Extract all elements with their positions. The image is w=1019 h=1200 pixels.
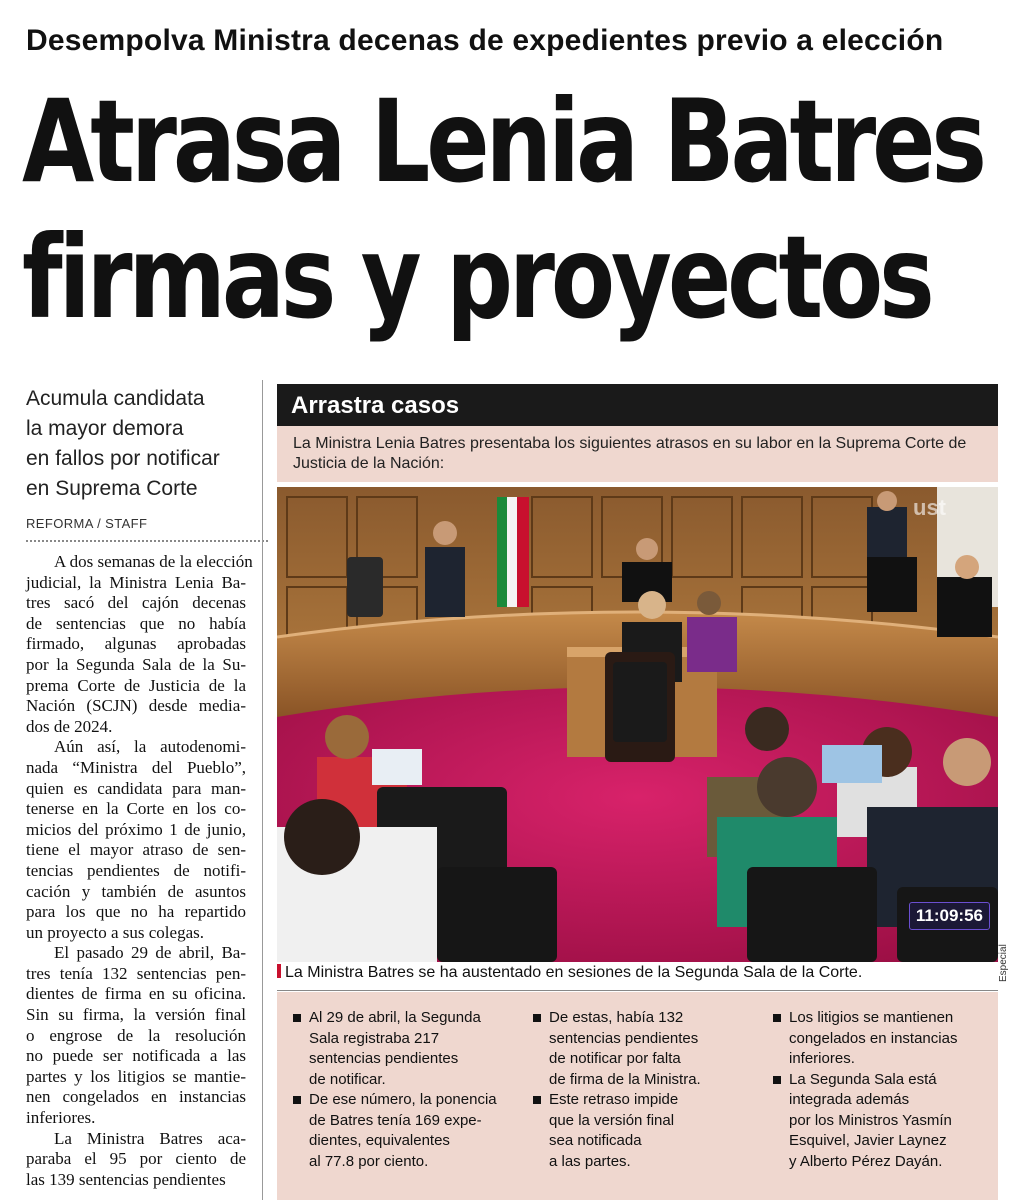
body-line: nada “Ministra del Pueblo”, bbox=[26, 757, 246, 777]
bullet-line: De estas, había 132 bbox=[549, 1009, 684, 1026]
bullet-item bbox=[773, 1008, 957, 1070]
deck-line: Acumula candidata bbox=[26, 387, 205, 410]
infobox-header bbox=[277, 384, 998, 426]
body-line: quien es candidata para man- bbox=[26, 778, 246, 798]
bullet-square-icon bbox=[293, 1014, 301, 1022]
bullet-line: sentencias pendientes bbox=[549, 1029, 699, 1047]
bullet-line: y Alberto Pérez Dayán. bbox=[789, 1152, 943, 1170]
photo-caption bbox=[277, 964, 998, 982]
photo-credit: Especial bbox=[998, 944, 1009, 982]
body-paragraph bbox=[26, 737, 246, 943]
byline: REFORMA / STAFF bbox=[26, 516, 148, 531]
body-line: judicial, la Ministra Lenia Ba- bbox=[26, 572, 246, 592]
body-line: las 139 sentencias pendientes bbox=[26, 1169, 226, 1189]
bullet-line: Sala registraba 217 bbox=[309, 1029, 440, 1047]
kicker-headline: Desempolva Ministra decenas de expedientes previo a elección bbox=[26, 24, 944, 57]
bullet-item bbox=[533, 1090, 701, 1172]
bullet-line: al 77.8 por ciento. bbox=[309, 1152, 429, 1170]
body-line: tres tenía 132 sentencias pen- bbox=[26, 963, 246, 983]
caption-text: La Ministra Batres se ha austentado en sesiones de la Segunda Sala de la Corte. bbox=[285, 964, 863, 981]
body-line: A dos semanas de la elección bbox=[54, 552, 253, 571]
body-line: dos de 2024. bbox=[26, 716, 113, 736]
body-line: tiene el mayor atraso de sen- bbox=[26, 840, 246, 860]
bullet-line: de firma de la Ministra. bbox=[549, 1070, 701, 1088]
body-line: La Ministra Batres aca- bbox=[54, 1128, 246, 1148]
bullet-line: Esquivel, Javier Laynez bbox=[789, 1132, 947, 1149]
bullet-item bbox=[773, 1070, 957, 1173]
column-divider bbox=[262, 380, 263, 1200]
body-line: dientes de firma en su oficina. bbox=[26, 984, 246, 1004]
headline-line-1: Atrasa Lenia Batres bbox=[22, 75, 983, 208]
body-line: no puede ser notificada a las bbox=[26, 1046, 246, 1066]
body-paragraph bbox=[26, 943, 246, 1128]
bullet-line: sea notificada bbox=[549, 1132, 642, 1149]
bullet-line: dientes, equivalentes bbox=[309, 1132, 450, 1149]
bullet-line: de notificar por falta bbox=[549, 1050, 681, 1067]
article-body bbox=[26, 552, 253, 1190]
bullet-square-icon bbox=[773, 1076, 781, 1084]
body-line: nen congelados en instancias bbox=[26, 1087, 246, 1107]
body-line: inferiores. bbox=[26, 1108, 96, 1128]
deck-line: en fallos por notificar bbox=[26, 447, 220, 470]
bullet-line: inferiores. bbox=[789, 1050, 855, 1067]
body-line: un proyecto a sus colegas. bbox=[26, 922, 204, 942]
bullet-item bbox=[293, 1090, 497, 1172]
body-line: partes y los litigios se mantie- bbox=[26, 1066, 246, 1086]
body-line: Nación (SCJN) desde media- bbox=[26, 696, 246, 716]
body-line: El pasado 29 de abril, Ba- bbox=[54, 943, 246, 963]
deck-line: la mayor demora bbox=[26, 417, 184, 440]
bullet-line: De ese número, la ponencia bbox=[309, 1091, 497, 1108]
bullet-line: integrada además bbox=[789, 1091, 910, 1108]
caption-divider bbox=[277, 990, 998, 991]
body-line: firmado, algunas aprobadas bbox=[26, 634, 246, 654]
infobox-intro-text: La Ministra Lenia Batres presentaba los siguientes atrasos en su labor en la Suprema Corte de Justicia de la Nación: bbox=[293, 435, 967, 472]
body-line: tenerse en la Corte en los co- bbox=[26, 799, 246, 819]
caption-marker bbox=[277, 964, 281, 978]
body-paragraph bbox=[26, 1129, 246, 1191]
bullet-item bbox=[533, 1008, 701, 1090]
bullet-square-icon bbox=[533, 1014, 541, 1022]
body-line: por la Segunda Sala de la Su- bbox=[26, 654, 246, 674]
bullet-line: Los litigios se mantienen bbox=[789, 1009, 954, 1026]
body-line: para los que no ha repartido bbox=[26, 902, 246, 922]
deck-line: en Suprema Corte bbox=[26, 477, 198, 500]
infobox-bullets bbox=[277, 992, 998, 1200]
body-line: Sin su firma, la versión final bbox=[26, 1005, 246, 1025]
bullet-line: La Segunda Sala está bbox=[789, 1070, 937, 1088]
bullet-column bbox=[533, 1008, 701, 1172]
body-line: tencias pendientes de notifi- bbox=[26, 860, 246, 880]
body-line: tres sacó del cajón decenas bbox=[26, 593, 246, 613]
courtroom-photo bbox=[277, 487, 998, 962]
bullet-line: por los Ministros Yasmín bbox=[789, 1111, 952, 1129]
body-line: micios del próximo 1 de junio, bbox=[26, 819, 246, 839]
bullet-line: congelados en instancias bbox=[789, 1029, 958, 1047]
photo-timestamp: 11:09:56 bbox=[909, 902, 990, 930]
photo-watermark: ust bbox=[913, 495, 946, 520]
bullet-square-icon bbox=[773, 1014, 781, 1022]
bullet-square-icon bbox=[293, 1096, 301, 1104]
headline-line-2: firmas y proyectos bbox=[22, 211, 931, 344]
bullet-item bbox=[293, 1008, 497, 1090]
bullet-column bbox=[293, 1008, 497, 1172]
infobox-intro bbox=[277, 426, 998, 482]
body-line: de sentencias que no había bbox=[26, 613, 246, 633]
bullet-line: de notificar. bbox=[309, 1070, 386, 1088]
bullet-line: sentencias pendientes bbox=[309, 1050, 459, 1067]
bullet-line: Al 29 de abril, la Segunda bbox=[309, 1009, 481, 1026]
body-line: Aún así, la autodenomi- bbox=[54, 737, 246, 757]
body-line: prema Corte de Justicia de la bbox=[26, 675, 246, 695]
bullet-line: de Batres tenía 169 expe- bbox=[309, 1111, 482, 1129]
body-paragraph bbox=[26, 552, 253, 737]
bullet-line: que la versión final bbox=[549, 1111, 675, 1129]
deck-subheadline bbox=[26, 384, 266, 504]
main-headline bbox=[22, 74, 983, 346]
bullet-column bbox=[773, 1008, 957, 1172]
infobox-title: Arrastra casos bbox=[291, 392, 460, 419]
bullet-square-icon bbox=[533, 1096, 541, 1104]
body-line: paraba el 95 por ciento de bbox=[26, 1149, 246, 1169]
courtroom-illustration bbox=[277, 487, 998, 962]
bullet-line: Este retraso impide bbox=[549, 1091, 679, 1108]
byline-divider bbox=[26, 540, 268, 542]
body-line: cación y también de asuntos bbox=[26, 881, 246, 901]
bullet-line: a las partes. bbox=[549, 1152, 631, 1170]
body-line: o engrose de la resolución bbox=[26, 1025, 246, 1045]
